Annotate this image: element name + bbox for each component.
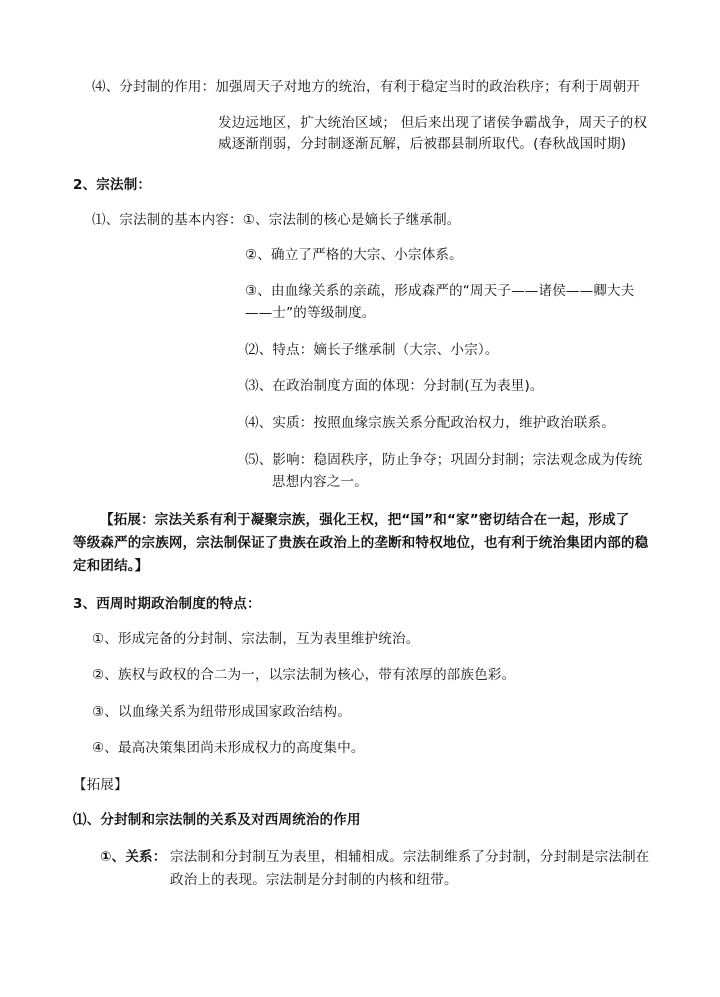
zongfa-item3-line1: ③、由血缘关系的亲疏，形成森严的“周天子——诸侯——卿大夫	[245, 283, 635, 299]
zongfa-essence: ⑷、实质：按照血缘宗族关系分配政治权力，维护政治联系。	[245, 415, 615, 431]
fengjian-effect-line3: 威逐渐削弱，分封制逐渐瓦解，后被郡县制所取代。(春秋战国时期)	[218, 136, 627, 152]
section3-heading: 3、西周时期政治制度的特点：	[73, 596, 261, 612]
extension-sub1-heading: ⑴、分封制和宗法制的关系及对西周统治的作用	[73, 812, 361, 828]
zongfa-influence-line1: ⑸、影响：稳固秩序，防止争夺；巩固分封制；宗法观念成为传统	[245, 452, 643, 468]
feature-item2: ②、族权与政权的合二为一，以宗法制为核心，带有浓厚的部族色彩。	[92, 667, 516, 683]
relation-line2: 政治上的表现。宗法制是分封制的内核和纽带。	[170, 872, 458, 888]
zongfa-basic-content: ⑴、宗法制的基本内容：①、宗法制的核心是嫡长子继承制。	[92, 212, 461, 228]
extension-heading: 【拓展】	[73, 777, 128, 793]
section2-heading: 2、宗法制：	[73, 177, 152, 193]
zongfa-item2: ②、确立了严格的大宗、小宗体系。	[245, 247, 463, 263]
feature-item1: ①、形成完备的分封制、宗法制，互为表里维护统治。	[92, 631, 420, 647]
fengjian-effect-line2: 发边远地区，扩大统治区域； 但后来出现了诸侯争霸战争，周天子的权	[218, 115, 648, 131]
fengjian-effect-line1: ⑷、分封制的作用：加强周天子对地方的统治，有利于稳定当时的政治秩序；有利于周朝开	[92, 79, 640, 95]
zongfa-influence-line2: 思想内容之一。	[272, 474, 368, 490]
zongfa-embodiment: ⑶、在政治制度方面的体现：分封制(互为表里)。	[245, 378, 544, 394]
zongfa-extension-line3: 定和团结。】	[73, 558, 149, 574]
zongfa-extension-line2: 等级森严的宗族网，宗法制保证了贵族在政治上的垄断和特权地位，也有利于统治集团内部的稳	[73, 535, 649, 551]
zongfa-item3-line2: ——士”的等级制度。	[245, 305, 376, 321]
feature-item4: ④、最高决策集团尚未形成权力的高度集中。	[92, 740, 365, 756]
relation-line1: 宗法制和分封制互为表里，相辅相成。宗法制维系了分封制，分封制是宗法制在	[170, 849, 650, 865]
feature-item3: ③、以血缘关系为纽带形成国家政治结构。	[92, 704, 351, 720]
zongfa-extension-line1: 【拓展：宗法关系有利于凝聚宗族，强化王权，把“国”和“家”密切结合在一起，形成了	[100, 512, 630, 528]
zongfa-feature: ⑵、特点：嫡长子继承制（大宗、小宗）。	[245, 342, 499, 358]
relation-label: ①、关系：	[100, 849, 167, 865]
